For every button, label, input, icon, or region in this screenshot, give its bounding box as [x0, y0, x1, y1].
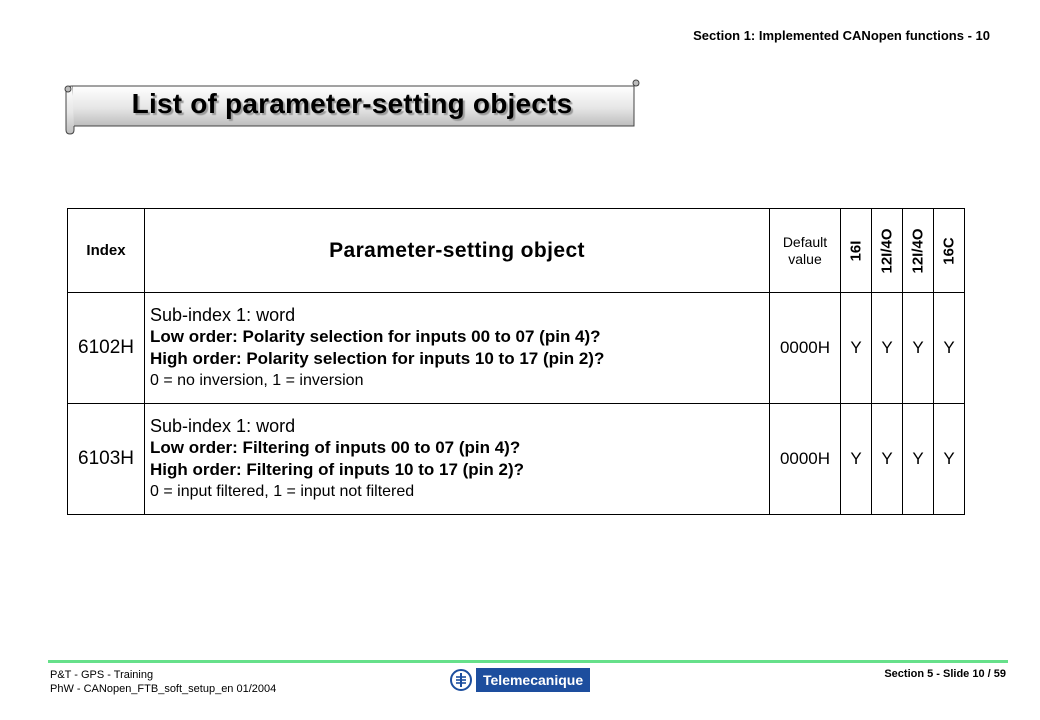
module-label: 12I/4O: [909, 227, 927, 274]
column-header-index: Index: [68, 209, 145, 293]
object-values: 0 = input filtered, 1 = input not filtered: [150, 483, 415, 500]
default-label-line1: Default: [782, 233, 828, 250]
cell-index: 6103H: [68, 404, 145, 515]
cell-default: 0000H: [770, 404, 841, 515]
table-header-row: [68, 209, 965, 293]
cell-object: [145, 293, 770, 404]
parameter-table: [67, 208, 965, 515]
cell-flag: Y: [841, 293, 872, 404]
cell-flag: Y: [903, 404, 934, 515]
column-header-default: [770, 209, 841, 293]
column-header-module-12i4o-a: [872, 209, 903, 293]
module-label: 16I: [847, 240, 865, 261]
table-row: [68, 293, 965, 404]
cell-object: [145, 404, 770, 515]
column-header-module-16c: [934, 209, 965, 293]
telemecanique-logo: [450, 668, 590, 692]
footer-left: [50, 668, 276, 696]
footer-training: P&T - GPS - Training: [50, 669, 154, 681]
column-header-module-12i4o-b: [903, 209, 934, 293]
object-high-order: High order: Polarity selection for inputs 10 to 17 (pin 2)?: [150, 349, 605, 368]
logo-wordmark: Telemecanique: [476, 668, 590, 692]
column-header-module-16i: [841, 209, 872, 293]
column-header-object: Parameter-setting object: [145, 209, 770, 293]
cell-flag: Y: [934, 293, 965, 404]
object-high-order: High order: Filtering of inputs 10 to 17 (pin 2)?: [150, 460, 524, 479]
cell-flag: Y: [841, 404, 872, 515]
footer-document: PhW - CANopen_FTB_soft_setup_en 01/2004: [50, 683, 277, 695]
module-label: 12I/4O: [878, 227, 896, 274]
object-low-order: Low order: Polarity selection for inputs 00 to 07 (pin 4)?: [150, 327, 601, 346]
cell-flag: Y: [872, 404, 903, 515]
cell-flag: Y: [903, 293, 934, 404]
cell-index: 6102H: [68, 293, 145, 404]
title-banner: [62, 78, 642, 136]
table-row: [68, 404, 965, 515]
object-subindex: Sub-index 1: word: [150, 305, 296, 325]
footer-divider: [48, 660, 1008, 663]
object-low-order: Low order: Filtering of inputs 00 to 07 (pin 4)?: [150, 438, 521, 457]
cell-flag: Y: [872, 293, 903, 404]
cell-flag: Y: [934, 404, 965, 515]
module-label: 16C: [940, 236, 958, 265]
page-title: List of parameter-setting objects: [131, 88, 573, 119]
object-subindex: Sub-index 1: word: [150, 416, 296, 436]
default-label-line2: value: [788, 250, 822, 267]
slide-number: Section 5 - Slide 10 / 59: [884, 668, 1006, 680]
cell-default: 0000H: [770, 293, 841, 404]
logo-emblem-icon: [450, 669, 472, 691]
object-values: 0 = no inversion, 1 = inversion: [150, 372, 364, 389]
section-header: Section 1: Implemented CANopen functions - 10: [693, 28, 990, 43]
